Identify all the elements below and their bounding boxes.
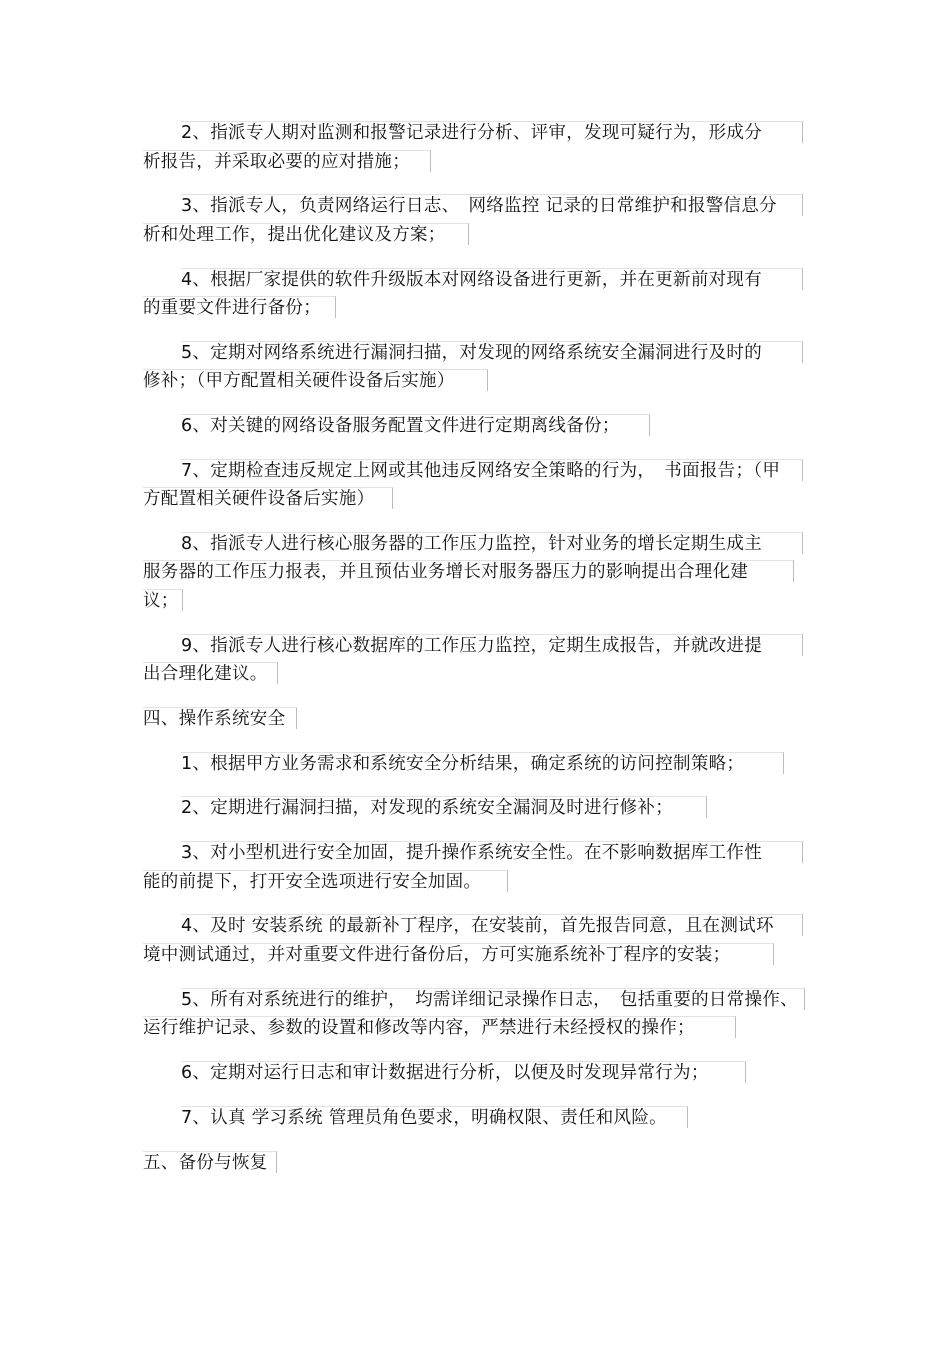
section-heading: 四、操作系统安全	[143, 707, 297, 729]
text-line: 4、及时 安装系统 的最新补丁程序，在安装前，首先报告同意，且在测试环	[181, 914, 803, 936]
text-line: 7、认真 学习系统 管理员角色要求，明确权限、责任和风险。	[181, 1106, 688, 1128]
text-line: 4、根据厂家提供的软件升级版本对网络设备进行更新，并在更新前对现有	[181, 268, 803, 290]
text-line: 8、指派专人进行核心服务器的工作压力监控，针对业务的增长定期生成主	[181, 532, 803, 554]
text-line: 6、定期对运行日志和审计数据进行分析，以便及时发现异常行为；	[181, 1061, 746, 1083]
text-line: 6、对关键的网络设备服务配置文件进行定期离线备份；	[181, 414, 650, 436]
text-line: 析和处理工作，提出优化建议及方案；	[143, 223, 469, 245]
text-line: 5、所有对系统进行的维护， 均需详细记录操作日志， 包括重要的日常操作、	[181, 988, 805, 1010]
text-line: 析报告，并采取必要的应对措施；	[143, 150, 431, 172]
text-line: 的重要文件进行备份；	[143, 296, 336, 318]
text-line: 3、对小型机进行安全加固，提升操作系统安全性。在不影响数据库工作性	[181, 841, 803, 863]
text-line: 3、指派专人，负责网络运行日志、 网络监控 记录的日常维护和报警信息分	[181, 194, 803, 216]
text-line: 1、根据甲方业务需求和系统安全分析结果，确定系统的访问控制策略；	[181, 752, 784, 774]
text-line: 出合理化建议。	[143, 662, 278, 684]
text-line: 议；	[143, 589, 183, 611]
text-line: 方配置相关硬件设备后实施）	[143, 487, 393, 509]
text-line: 9、指派专人进行核心数据库的工作压力监控，定期生成报告，并就改进提	[181, 634, 803, 656]
text-line: 2、定期进行漏洞扫描，对发现的系统安全漏洞及时进行修补；	[181, 796, 707, 818]
text-line: 5、定期对网络系统进行漏洞扫描，对发现的网络系统安全漏洞进行及时的	[181, 341, 803, 363]
text-line: 2、指派专人期对监测和报警记录进行分析、评审，发现可疑行为，形成分	[181, 121, 803, 143]
text-line: 修补；（甲方配置相关硬件设备后实施）	[143, 369, 488, 391]
text-line: 能的前提下，打开安全选项进行安全加固。	[143, 870, 508, 892]
section-heading: 五、备份与恢复	[143, 1151, 277, 1173]
text-line: 境中测试通过，并对重要文件进行备份后，方可实施系统补丁程序的安装；	[143, 943, 774, 965]
text-line: 运行维护记录、参数的设置和修改等内容，严禁进行未经授权的操作；	[143, 1016, 736, 1038]
text-line: 7、定期检查违反规定上网或其他违反网络安全策略的行为， 书面报告；（甲	[181, 459, 803, 481]
text-line: 服务器的工作压力报表，并且预估业务增长对服务器压力的影响提出合理化建	[143, 560, 794, 582]
